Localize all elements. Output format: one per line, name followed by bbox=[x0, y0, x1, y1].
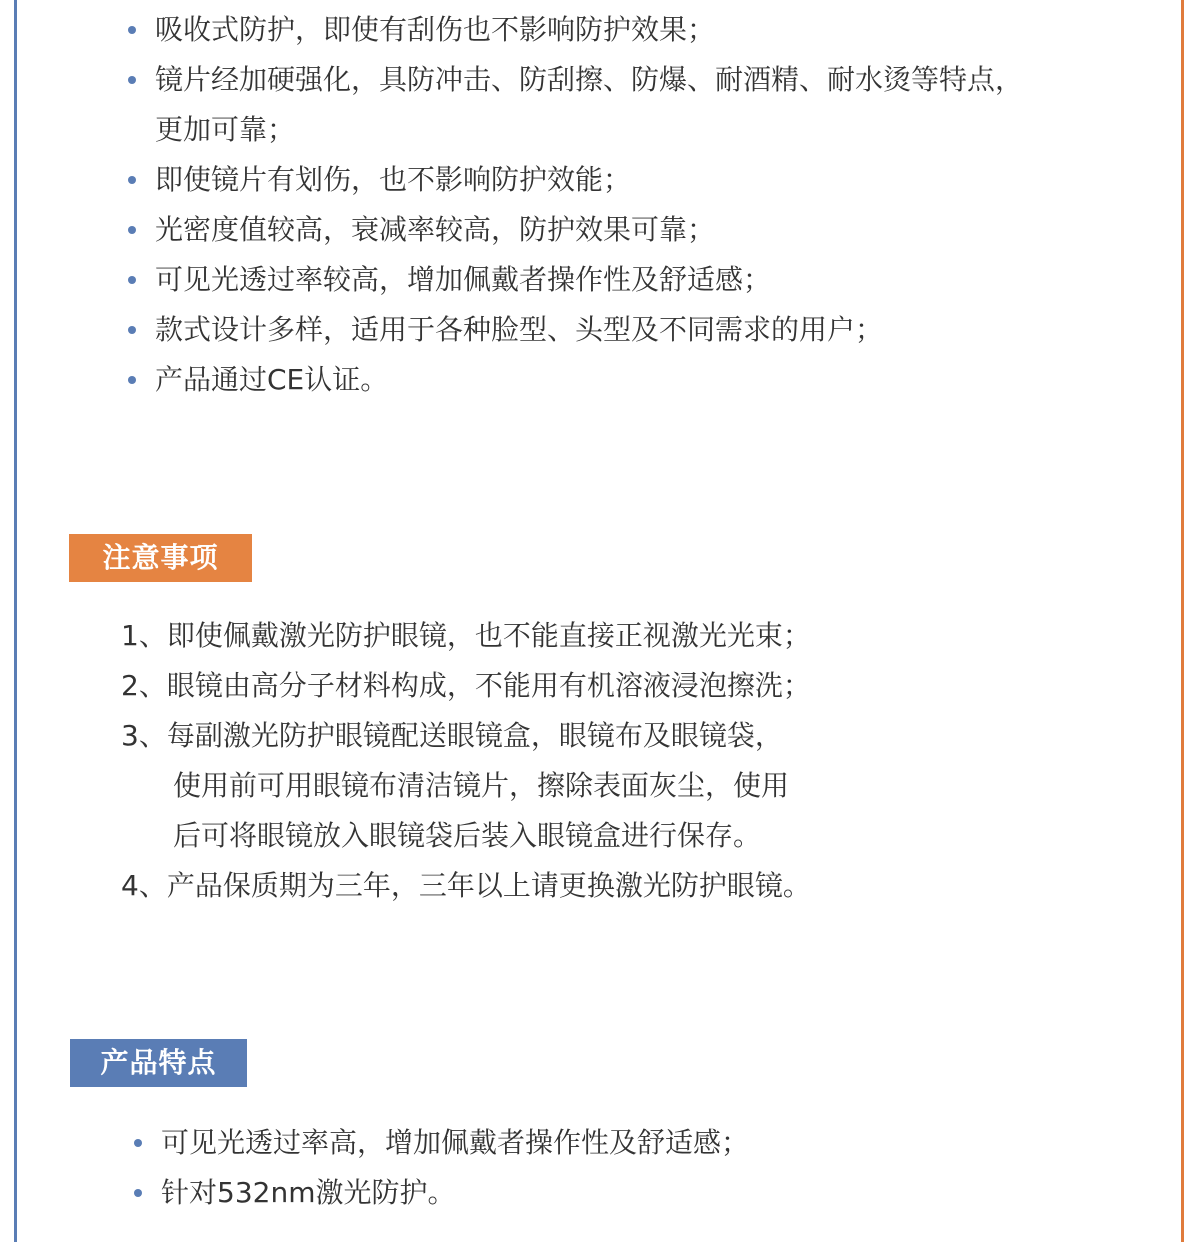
product-features-section-label: 产品特点 bbox=[70, 1039, 247, 1087]
list-item: 吸收式防护，即使有刮伤也不影响防护效果； bbox=[155, 5, 1023, 55]
notice-item: 4、产品保质期为三年，三年以上请更换激光防护眼镜。 bbox=[121, 869, 811, 902]
list-item: 可见光透过率高，增加佩戴者操作性及舒适感； bbox=[161, 1118, 749, 1168]
bullet-dot-icon bbox=[128, 176, 136, 184]
list-item: 光密度值较高，衰减率较高，防护效果可靠； bbox=[155, 205, 1023, 255]
notice-list bbox=[121, 611, 811, 911]
list-item: 产品通过CE认证。 bbox=[155, 355, 1023, 405]
bullet-dot-icon bbox=[134, 1139, 142, 1147]
bullet-dot-icon bbox=[134, 1189, 142, 1197]
features-list bbox=[155, 5, 1023, 405]
notice-section-label: 注意事项 bbox=[69, 534, 252, 582]
notice-item: 1、即使佩戴激光防护眼镜，也不能直接正视激光光束； bbox=[121, 619, 811, 652]
bullet-dot-icon bbox=[128, 326, 136, 334]
bullet-dot-icon bbox=[128, 376, 136, 384]
bullet-dot-icon bbox=[128, 226, 136, 234]
list-item: 可见光透过率较高，增加佩戴者操作性及舒适感； bbox=[155, 255, 1023, 305]
list-item: 款式设计多样，适用于各种脸型、头型及不同需求的用户； bbox=[155, 305, 1023, 355]
notice-item: 3、每副激光防护眼镜配送眼镜盒，眼镜布及眼镜袋， 使用前可用眼镜布清洁镜片，擦除表面灰尘，使用 后可将眼镜放入眼镜袋后装入眼镜盒进行保存。 bbox=[121, 719, 790, 852]
list-item: 即使镜片有划伤，也不影响防护效能； bbox=[155, 155, 1023, 205]
product-features-list bbox=[161, 1118, 749, 1218]
bullet-dot-icon bbox=[128, 76, 136, 84]
right-border-line bbox=[1181, 0, 1184, 1242]
list-item: 针对532nm激光防护。 bbox=[161, 1168, 749, 1218]
notice-item: 2、眼镜由高分子材料构成，不能用有机溶液浸泡擦洗； bbox=[121, 669, 811, 702]
bullet-dot-icon bbox=[128, 276, 136, 284]
list-item: 镜片经加硬强化，具防冲击、防刮擦、防爆、耐酒精、耐水烫等特点， 更加可靠； bbox=[155, 55, 1023, 155]
bullet-dot-icon bbox=[128, 26, 136, 34]
left-border-line bbox=[14, 0, 17, 1242]
